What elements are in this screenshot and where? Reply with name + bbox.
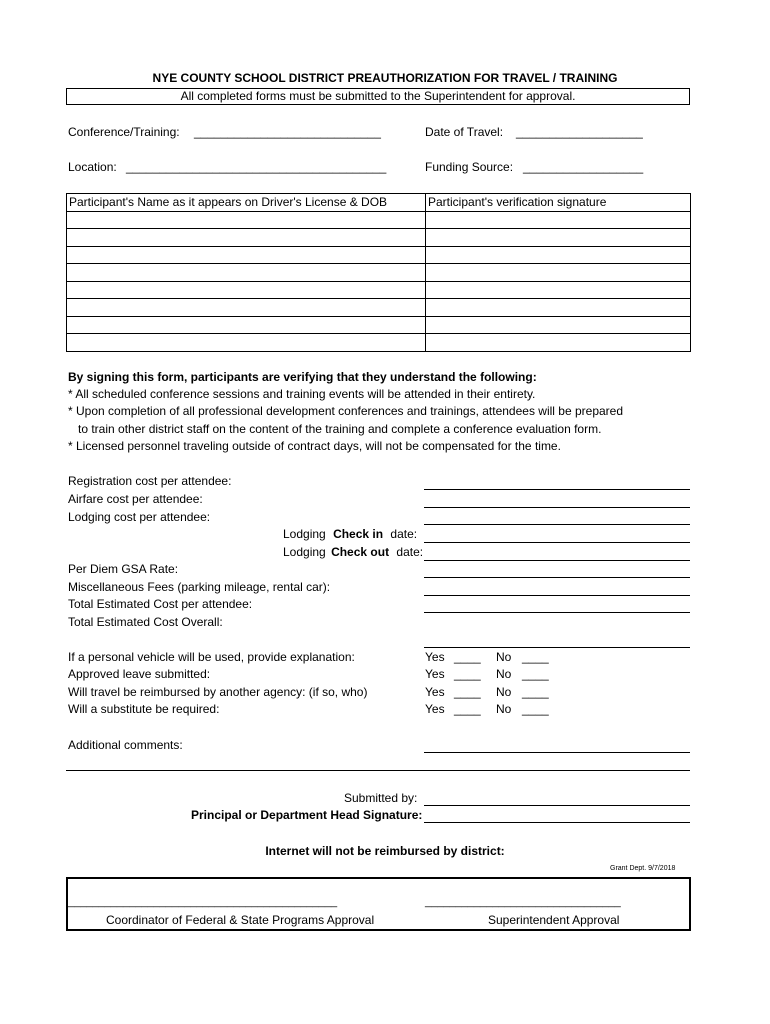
yes-no-row: [425, 650, 549, 664]
date-word: date:: [390, 527, 418, 541]
conference-field[interactable]: ____________________________: [194, 125, 381, 139]
yes-label: Yes: [425, 650, 445, 664]
signature-cell[interactable]: [426, 334, 691, 352]
substitute-question: Will a substitute be required:: [68, 702, 220, 716]
total-overall-field[interactable]: [424, 647, 690, 648]
participant-name-header: Participant's Name as it appears on Driver's License & DOB: [67, 194, 426, 212]
table-row[interactable]: [67, 211, 691, 229]
signature-cell[interactable]: [426, 264, 691, 282]
yes-label: Yes: [425, 667, 445, 681]
submitted-by-label: Submitted by:: [344, 791, 418, 805]
coordinator-approval-label: Coordinator of Federal & State Programs Approval: [106, 913, 375, 927]
coordinator-signature-field[interactable]: ____________________________________________: [68, 896, 338, 908]
principal-signature-label: Principal or Department Head Signature:: [191, 808, 423, 822]
participant-name-cell[interactable]: [67, 281, 426, 299]
table-header-row: [67, 194, 691, 212]
funding-source-label: Funding Source:: [425, 160, 514, 174]
submission-notice: All completed forms must be submitted to the Superintendent for approval.: [66, 88, 690, 105]
participant-name-cell[interactable]: [67, 229, 426, 247]
verification-item: * All scheduled conference sessions and training events will be attended in their entirety.: [68, 387, 536, 401]
yes-blank[interactable]: ____: [454, 685, 481, 699]
lodging-word: Lodging: [283, 545, 326, 559]
check-in-label: [283, 527, 417, 541]
verification-item: * Upon completion of all professional development conferences and trainings, attendees will be prepared: [68, 404, 624, 418]
per-diem-label: Per Diem GSA Rate:: [68, 562, 179, 576]
date-of-travel-label: Date of Travel:: [425, 125, 504, 139]
date-word: date:: [396, 545, 424, 559]
participant-table: [66, 193, 691, 352]
table-row[interactable]: [67, 229, 691, 247]
table-row[interactable]: [67, 316, 691, 334]
participant-name-cell[interactable]: [67, 316, 426, 334]
reimbursed-question: Will travel be reimbursed by another agency: (if so, who): [68, 685, 368, 699]
yes-blank[interactable]: ____: [454, 667, 481, 681]
no-blank[interactable]: ____: [522, 685, 549, 699]
grant-dept-note: Grant Dept. 9/7/2018: [610, 865, 676, 872]
signature-cell[interactable]: [426, 316, 691, 334]
check-in-word: Check in: [333, 527, 384, 541]
no-label: No: [496, 650, 512, 664]
misc-fees-label: Miscellaneous Fees (parking mileage, rental car):: [68, 580, 331, 594]
total-per-attendee-label: Total Estimated Cost per attendee:: [68, 597, 253, 611]
no-label: No: [496, 667, 512, 681]
table-row[interactable]: [67, 299, 691, 317]
yes-label: Yes: [425, 685, 445, 699]
yes-blank[interactable]: ____: [454, 702, 481, 716]
airfare-cost-label: Airfare cost per attendee:: [68, 492, 203, 506]
additional-comments-label: Additional comments:: [68, 738, 183, 752]
superintendent-approval-label: Superintendent Approval: [488, 913, 620, 927]
yes-no-row: [425, 667, 549, 681]
date-of-travel-field[interactable]: ___________________: [516, 125, 643, 139]
participant-name-cell[interactable]: [67, 211, 426, 229]
table-row[interactable]: [67, 334, 691, 352]
no-blank[interactable]: ____: [522, 702, 549, 716]
comments-field-line-1[interactable]: [424, 752, 690, 753]
check-out-word: Check out: [331, 545, 390, 559]
verification-heading: By signing this form, participants are verifying that they understand the following:: [68, 370, 537, 384]
check-in-date-field[interactable]: [424, 542, 690, 543]
signature-cell[interactable]: [426, 299, 691, 317]
per-diem-field[interactable]: [424, 577, 690, 578]
superintendent-signature-field[interactable]: ________________________________: [425, 896, 621, 908]
no-blank[interactable]: ____: [522, 650, 549, 664]
no-label: No: [496, 685, 512, 699]
lodging-cost-field[interactable]: [424, 524, 690, 525]
check-out-label: [283, 545, 423, 559]
verification-item: * Licensed personnel traveling outside of contract days, will not be compensated for the time.: [68, 439, 561, 453]
no-label: No: [496, 702, 512, 716]
conference-label: Conference/Training:: [68, 125, 180, 139]
location-field[interactable]: _______________________________________: [126, 160, 387, 174]
participant-name-cell[interactable]: [67, 334, 426, 352]
verification-signature-header: Participant's verification signature: [426, 194, 691, 212]
misc-fees-field[interactable]: [424, 595, 690, 596]
no-blank[interactable]: ____: [522, 667, 549, 681]
registration-cost-field[interactable]: [424, 489, 690, 490]
table-row[interactable]: [67, 246, 691, 264]
yes-no-row: [425, 685, 549, 699]
signature-cell[interactable]: [426, 281, 691, 299]
table-row[interactable]: [67, 264, 691, 282]
lodging-cost-label: Lodging cost per attendee:: [68, 510, 211, 524]
airfare-cost-field[interactable]: [424, 507, 690, 508]
personal-vehicle-question: If a personal vehicle will be used, provide explanation:: [68, 650, 355, 664]
yes-blank[interactable]: ____: [454, 650, 481, 664]
signature-cell[interactable]: [426, 211, 691, 229]
location-label: Location:: [68, 160, 117, 174]
funding-source-field[interactable]: __________________: [523, 160, 644, 174]
verification-item: to train other district staff on the content of the training and complete a conference evaluation form.: [68, 422, 602, 436]
table-row[interactable]: [67, 281, 691, 299]
lodging-word: Lodging: [283, 527, 326, 541]
internet-note: Internet will not be reimbursed by district:: [265, 844, 505, 858]
submitted-by-field[interactable]: [424, 805, 690, 806]
check-out-date-field[interactable]: [424, 560, 690, 561]
participant-name-cell[interactable]: [67, 299, 426, 317]
comments-field-line-2[interactable]: [66, 770, 690, 771]
total-overall-label: Total Estimated Cost Overall:: [68, 615, 223, 629]
form-title: NYE COUNTY SCHOOL DISTRICT PREAUTHORIZATION FOR TRAVEL / TRAINING: [152, 71, 618, 85]
participant-name-cell[interactable]: [67, 264, 426, 282]
yes-label: Yes: [425, 702, 445, 716]
signature-cell[interactable]: [426, 229, 691, 247]
yes-no-row: [425, 702, 549, 716]
principal-signature-field[interactable]: [424, 822, 690, 823]
registration-cost-label: Registration cost per attendee:: [68, 474, 232, 488]
signature-cell[interactable]: [426, 246, 691, 264]
total-per-attendee-field[interactable]: [424, 612, 690, 613]
approved-leave-question: Approved leave submitted:: [68, 667, 211, 681]
participant-name-cell[interactable]: [67, 246, 426, 264]
